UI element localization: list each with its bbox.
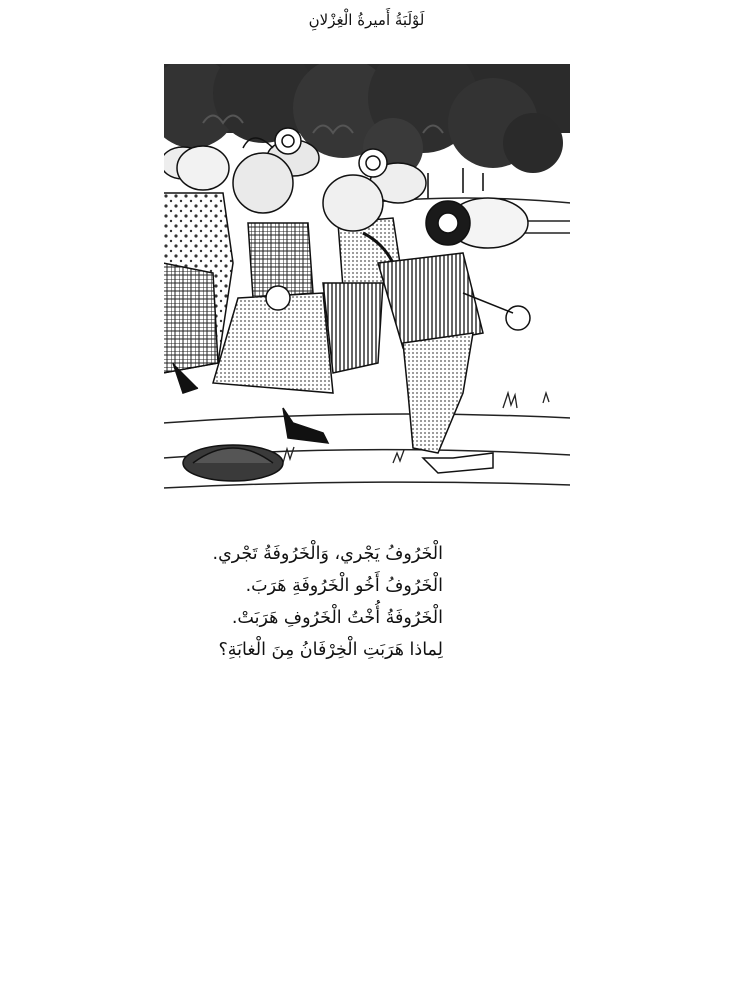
hat-on-ground (183, 445, 283, 481)
ram-striped-shirt (378, 198, 530, 473)
story-line: الْخَرُوفُ أَخُو الْخَرُوفَةِ هَرَبَ. (245, 576, 443, 596)
sheep-family-running-illustration (163, 63, 571, 499)
sheep-plaid-dress (213, 138, 333, 443)
story-line: الْخَرُوفُ يَجْري، وَالْخَرُوفَةُ تَجْري. (212, 544, 443, 564)
story-line: الْخَرُوفَةُ أُخْتُ الْخَرُوفِ هَرَبَتْ. (231, 608, 443, 628)
page-title: لَوْلَبَةُ أَميرةُ الْغِزْلانِ (308, 11, 425, 29)
story-line: لِماذا هَرَبَتِ الْخِرْفَانُ مِنَ الْغابَةِ؟ (218, 640, 443, 660)
story-text (43, 538, 443, 666)
